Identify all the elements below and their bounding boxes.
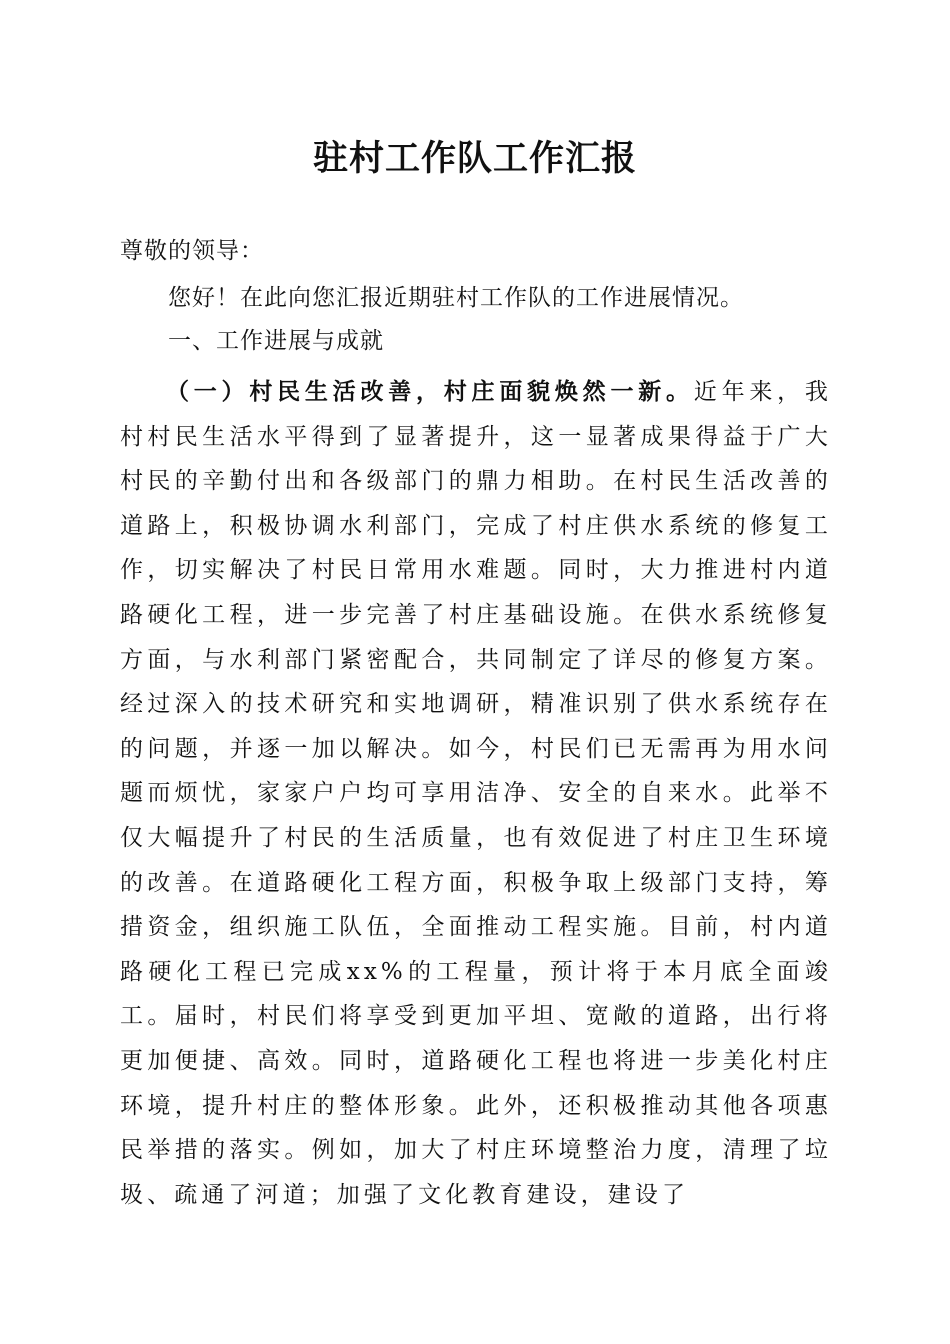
body-paragraph-1 bbox=[120, 370, 832, 1217]
section-heading-1: 一、工作进展与成就 bbox=[168, 328, 384, 354]
subsection-body-1: 近年来，我村村民生活水平得到了显著提升，这一显著成果得益于广大村民的辛勤付出和各级部门的鼎力相助。在村民生活改善的道路上，积极协调水利部门，完成了村庄供水系统的修复工作，切实解决了村民日常用水难题。同时，大力推进村内道路硬化工程，进一步完善了村庄基础设施。在供水系统修复方面，与水利部门紧密配合，共同制定了详尽的修复方案。经过深入的技术研究和实地调研，精准识别了供水系统存在的问题，并逐一加以解决。如今，村民们已无需再为用水问题而烦忧，家家户户均可享用洁净、安全的自来水。此举不仅大幅提升了村民的生活质量，也有效促进了村庄卫生环境的改善。在道路硬化工程方面，积极争取上级部门支持，筹措资金，组织施工队伍，全面推动工程实施。目前，村内道路硬化工程已完成xx%的工程量，预计将于本月底全面竣工。届时，村民们将享受到更加平坦、宽敞的道路，出行将更加便捷、高效。同时，道路硬化工程也将进一步美化村庄环境，提升村庄的整体形象。此外，还积极推动其他各项惠民举措的落实。例如，加大了村庄环境整治力度，清理了垃圾、疏通了河道；加强了文化教育建设，建设了 bbox=[120, 379, 833, 1208]
subsection-heading-1: （一）村民生活改善，村庄面貌焕然一新。 bbox=[166, 379, 694, 405]
document-title: 驻村工作队工作汇报 bbox=[312, 138, 637, 179]
intro-paragraph: 您好！在此向您汇报近期驻村工作队的工作进展情况。 bbox=[168, 285, 744, 311]
salutation: 尊敬的领导： bbox=[120, 238, 264, 264]
